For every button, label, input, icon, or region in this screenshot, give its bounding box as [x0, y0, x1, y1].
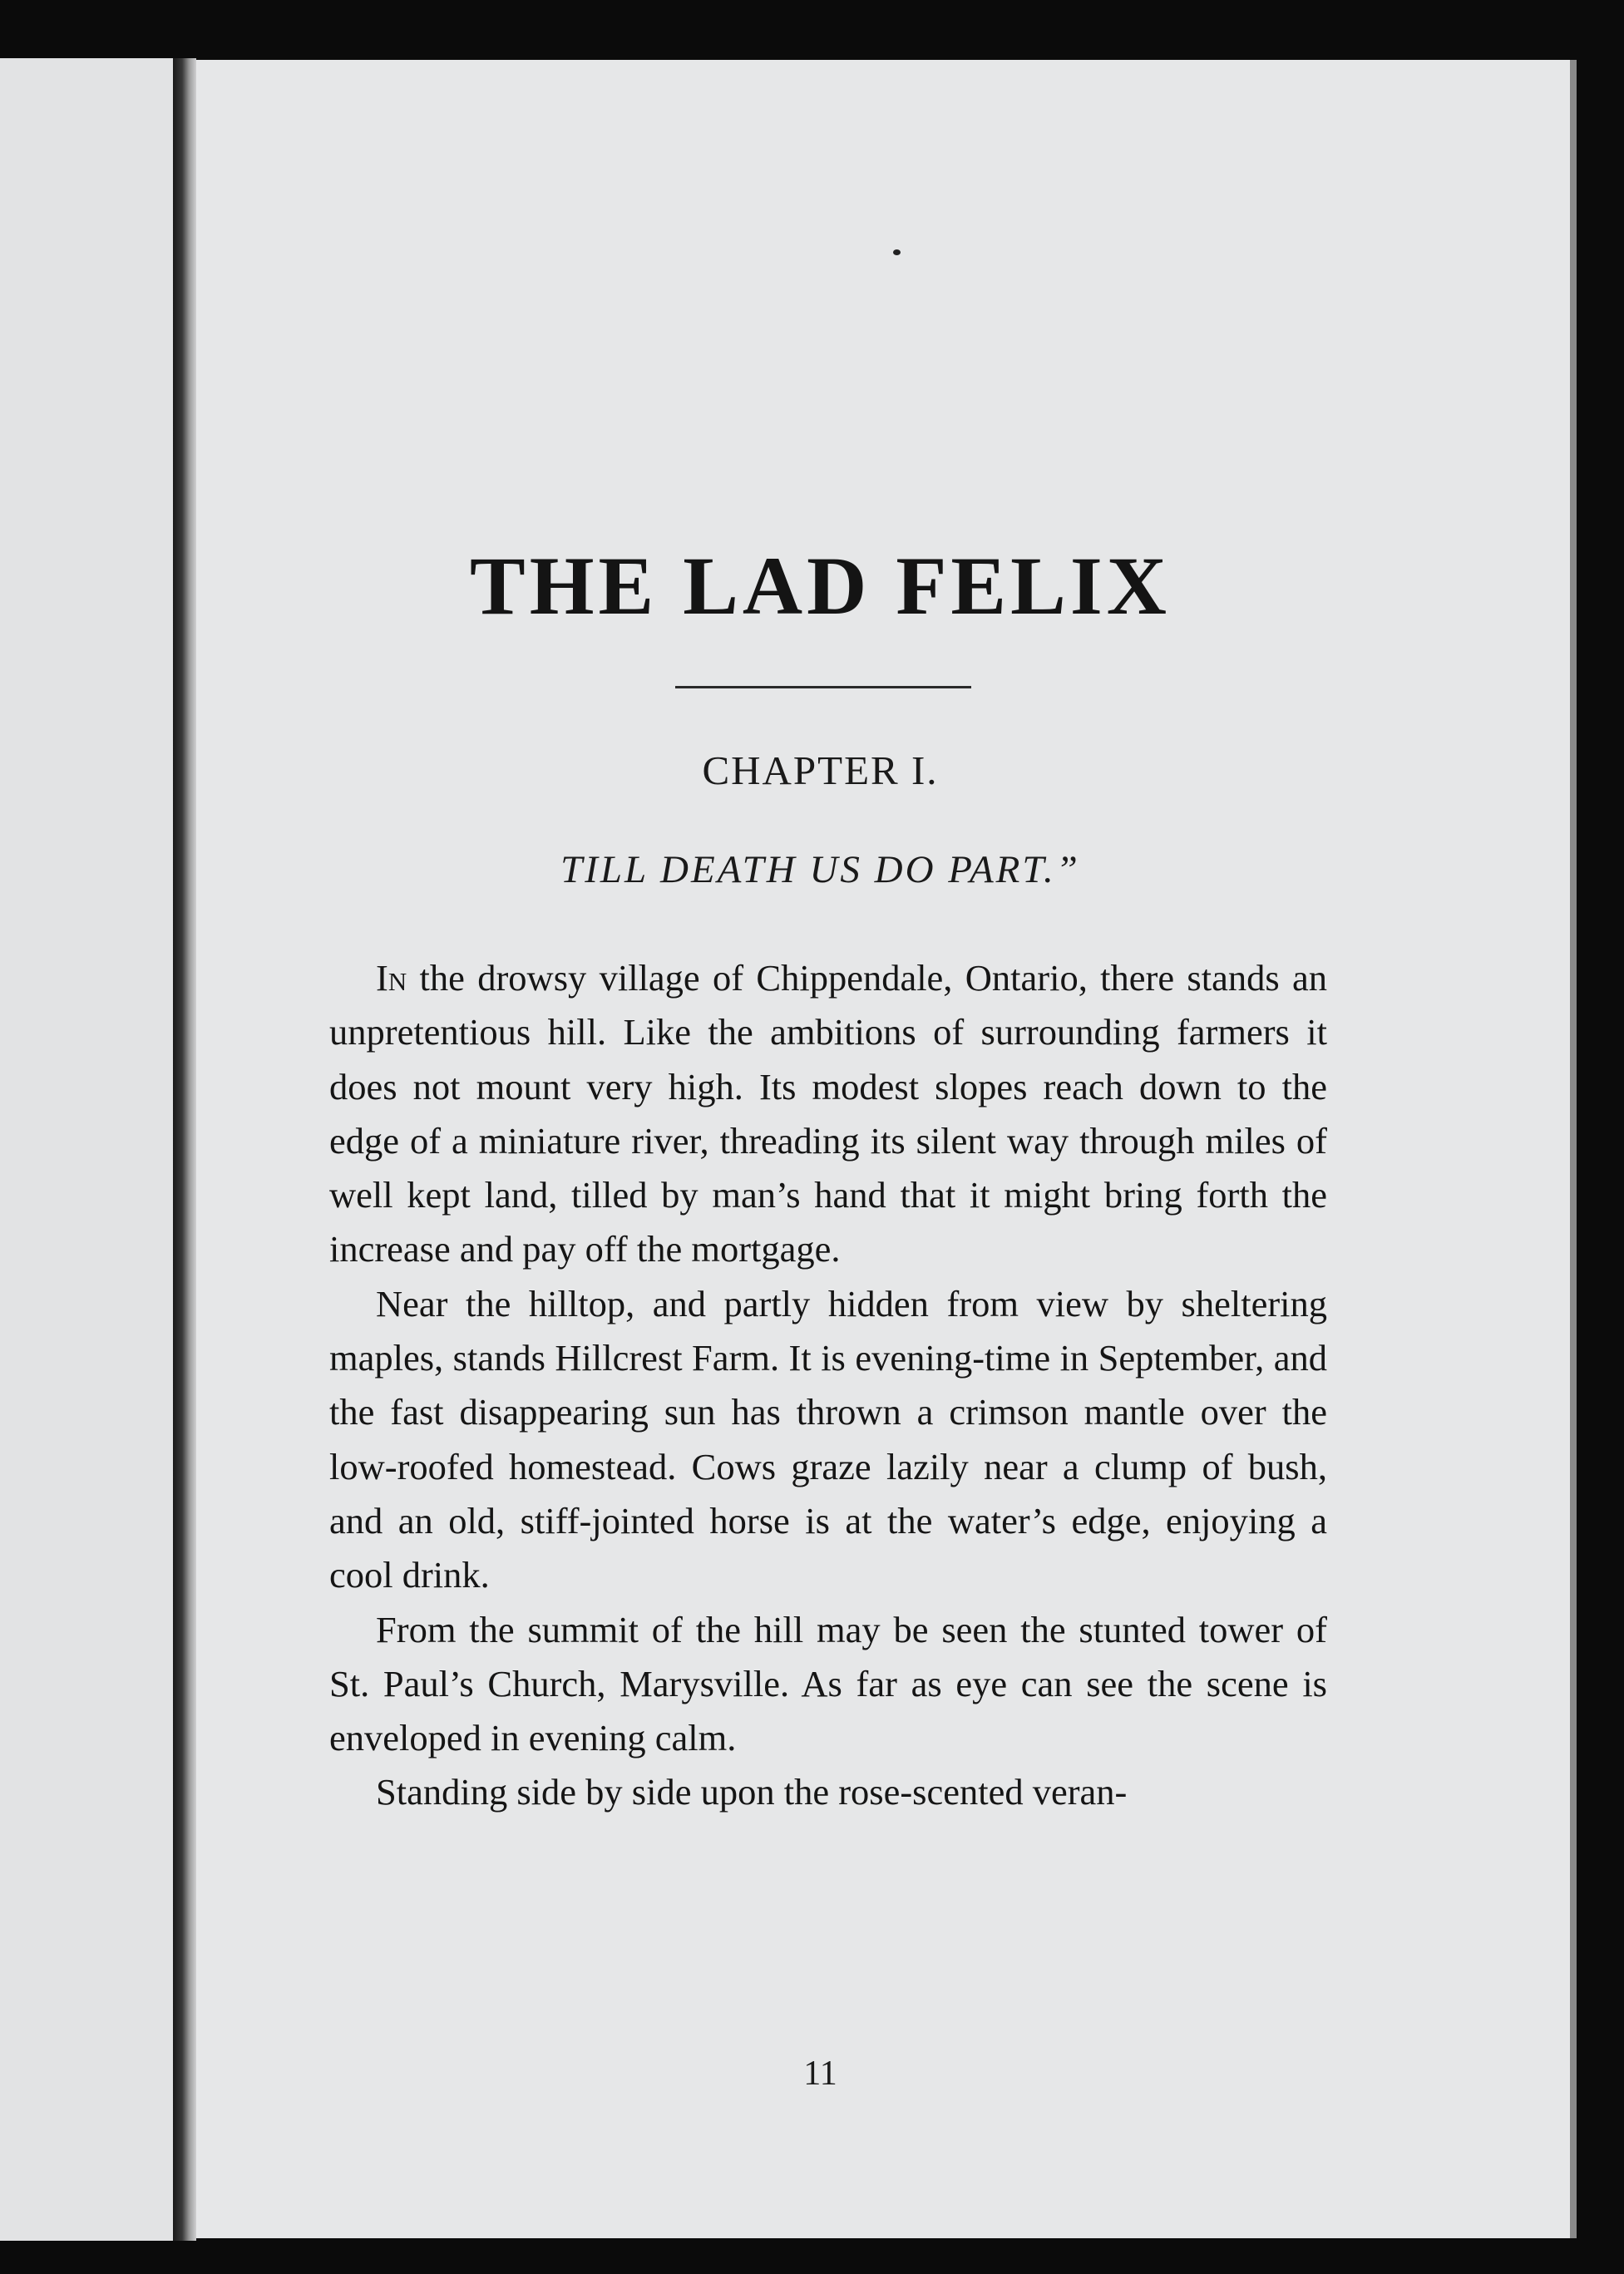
- paragraph-text: the drowsy village of Chippendale, Ontario, there stands an unpretentious hill. Like the ambitions of surrounding farmers it does not mount very high. Its modest slopes reach down to the edge of a miniature river, threading its silent way through miles of well kept land, tilled by man’s hand that it might bring forth the increase and pay off the mortgage.: [329, 957, 1327, 1270]
- chapter-title: TILL DEATH US DO PART.”: [560, 848, 1080, 891]
- paragraph: [329, 951, 1327, 1277]
- book-page: [196, 60, 1577, 2238]
- paragraph-lead-word: In: [376, 957, 407, 999]
- facing-page-edge: [0, 58, 173, 2241]
- ink-speck: [893, 249, 901, 255]
- book-title: THE LAD FELIX: [470, 540, 1171, 632]
- page-number: 11: [803, 2054, 837, 2093]
- paragraph: Standing side by side upon the rose-scented veran-: [376, 1771, 1128, 1813]
- paragraph: From the summit of the hill may be seen the stunted tower of St. Paul’s Church, Marysville. As far as eye can see the scene is enveloped in evening calm.: [329, 1608, 1327, 1759]
- title-rule: [675, 686, 971, 688]
- chapter-heading: CHAPTER I.: [702, 747, 939, 793]
- chapter-body: [329, 951, 1327, 1820]
- paragraph: Near the hilltop, and partly hidden from view by sheltering maples, stands Hillcrest Farm. It is evening-time in September, and the fast disappearing sun has thrown a crimson mantle over the low-roofed homestead. Cows graze lazily near a clump of bush, and an old, stiff-jointed horse is at the water’s edge, enjoying a cool drink.: [329, 1282, 1327, 1596]
- book-gutter: [173, 58, 196, 2241]
